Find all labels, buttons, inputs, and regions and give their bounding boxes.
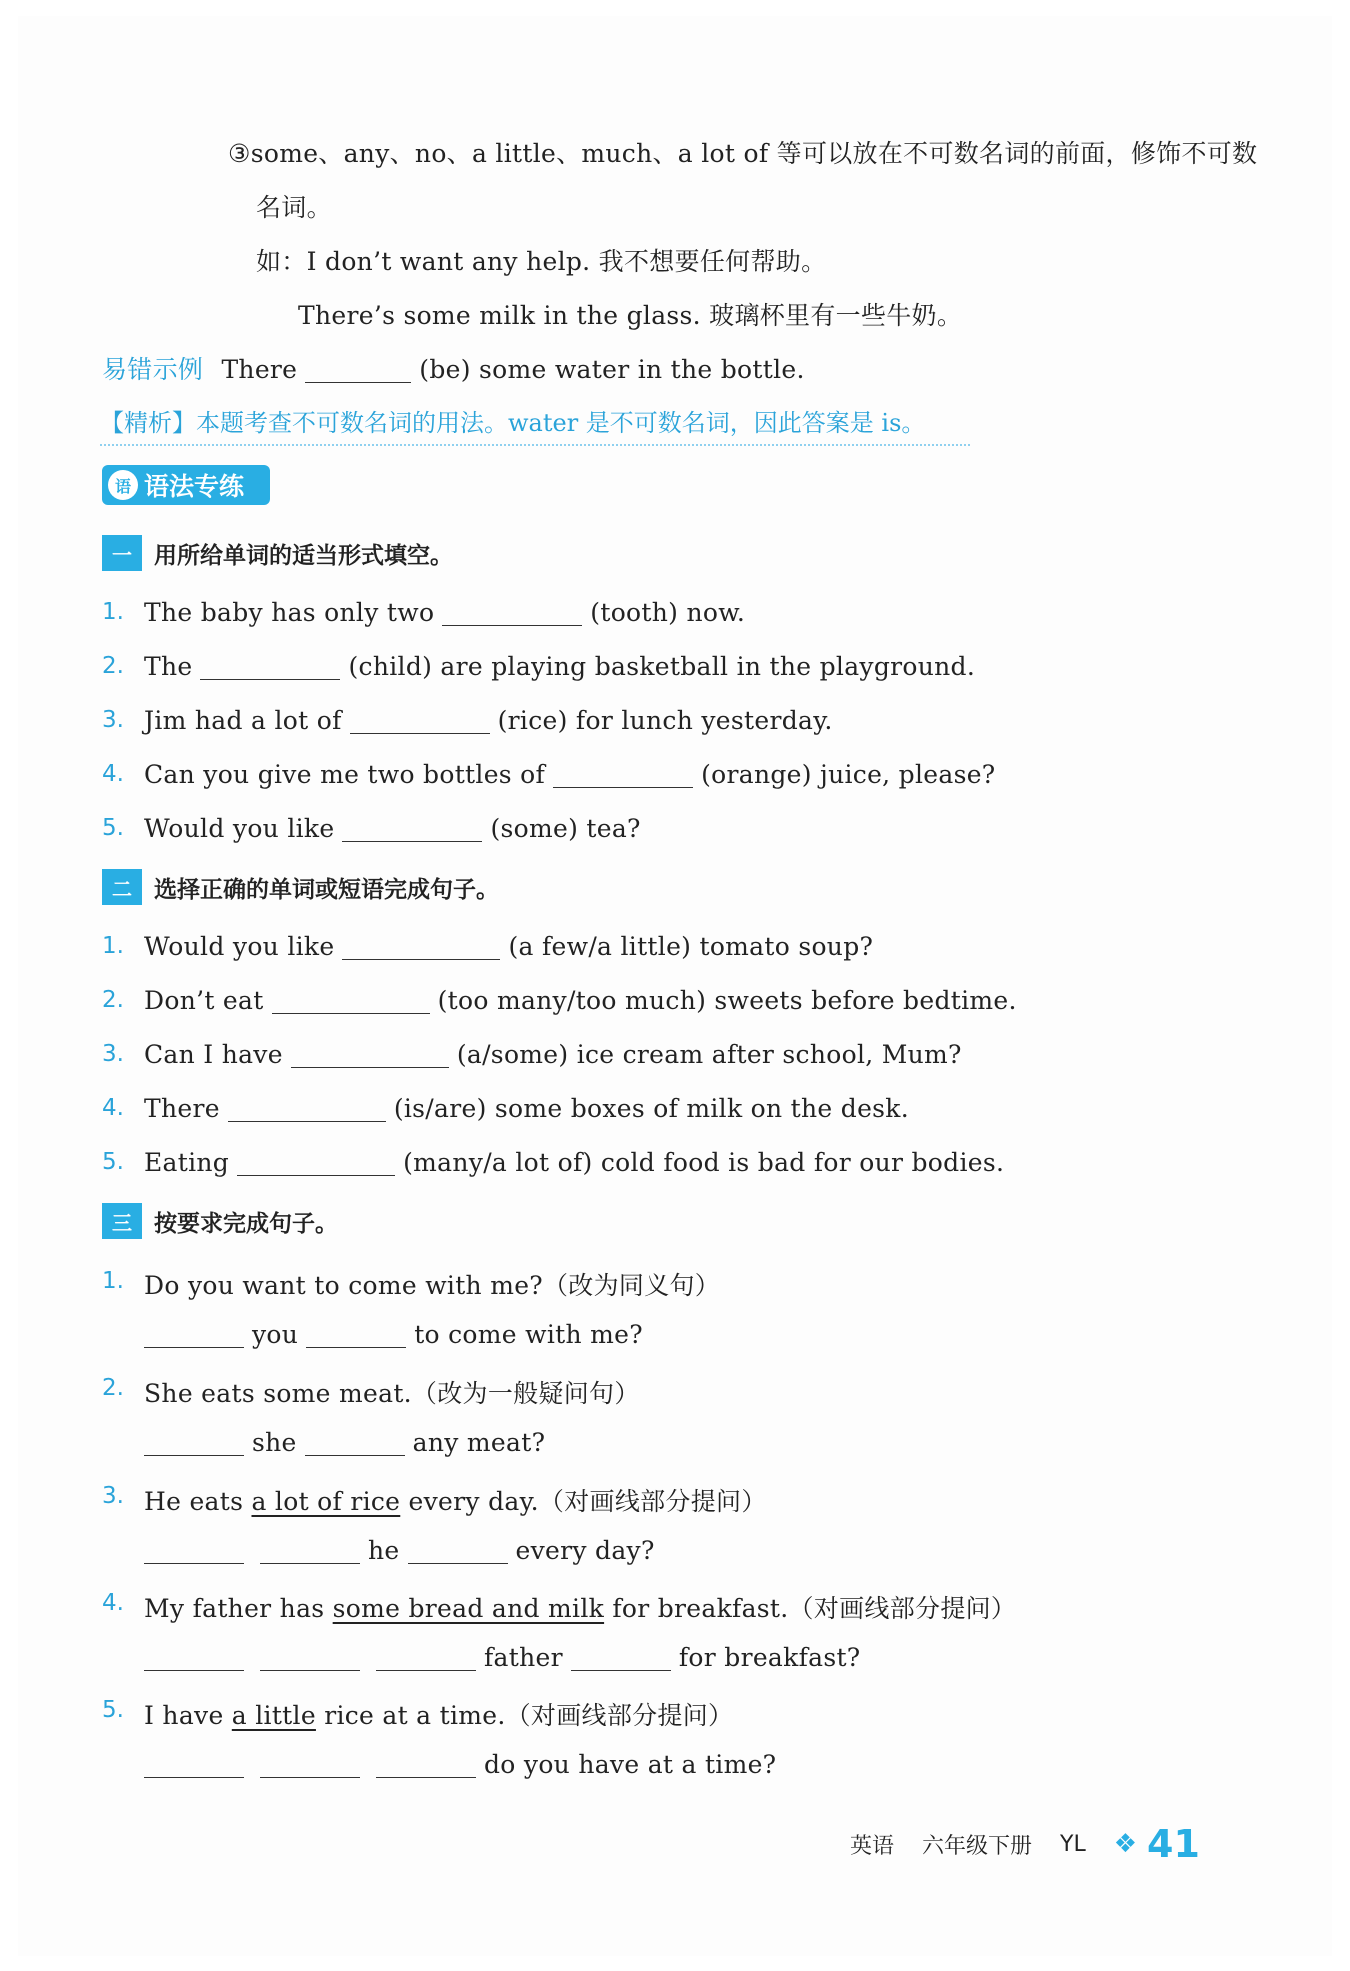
item-number: 4. (102, 1590, 124, 1616)
sentence-post: every day.（对画线部分提问） (408, 1487, 767, 1516)
sentence-post: (tooth) now. (590, 598, 746, 627)
sentence-post: for breakfast.（对画线部分提问） (612, 1594, 1017, 1623)
answer-blank[interactable] (260, 1750, 360, 1777)
s2-item-1 (144, 932, 873, 961)
item-number: 1. (102, 599, 124, 625)
analysis-note: 【精析】本题考查不可数名词的用法。water 是不可数名词，因此答案是 is。 (100, 403, 970, 446)
sentence-pre: My father has (144, 1594, 325, 1623)
sentence-pre: He eats (144, 1487, 244, 1516)
banner-title: 语法专练 (144, 472, 245, 501)
item-number: 1. (102, 933, 124, 959)
section-2-heading (102, 869, 499, 905)
grammar-practice-banner (102, 465, 270, 505)
answer-word: for breakfast? (678, 1643, 861, 1672)
answer-blank[interactable] (260, 1643, 360, 1670)
section-3-heading (102, 1203, 338, 1239)
sentence-post: (rice) for lunch yesterday. (497, 706, 833, 735)
s2-item-5 (144, 1148, 1004, 1177)
answer-blank[interactable] (350, 706, 490, 733)
section-1-marker: 一 (102, 535, 142, 571)
sentence-pre: Would you like (144, 814, 335, 843)
answer-blank[interactable] (305, 1428, 405, 1455)
answer-word: any meat? (412, 1428, 546, 1457)
item-number: 5. (102, 815, 124, 841)
s1-item-1 (144, 598, 745, 627)
sentence-post: (too many/too much) sweets before bedtime. (437, 986, 1017, 1015)
s3-q5-prompt (144, 1696, 733, 1732)
underlined-phrase: some bread and milk (332, 1594, 605, 1623)
error-example-pre: There (221, 355, 298, 384)
answer-word: you (252, 1320, 299, 1349)
s3-q3-answer-line (144, 1536, 655, 1565)
s3-q5-answer-line (144, 1750, 776, 1779)
sentence-post: (a few/a little) tomato soup? (508, 932, 874, 961)
sentence-post: (many/a lot of) cold food is bad for our bodies. (403, 1148, 1005, 1177)
sentence-pre: The baby has only two (144, 598, 435, 627)
section-3-marker: 三 (102, 1203, 142, 1239)
item-number: 3. (102, 1483, 124, 1509)
item-number: 4. (102, 1095, 124, 1121)
s1-item-5 (144, 814, 641, 843)
sentence-post: (orange) juice, please? (701, 760, 996, 789)
s3-q1-answer-line (144, 1320, 643, 1349)
footer-grade: 六年级下册 (922, 1833, 1033, 1859)
answer-word: to come with me? (414, 1320, 643, 1349)
page-number: 41 (1147, 1822, 1200, 1866)
answer-blank[interactable] (144, 1536, 244, 1563)
error-example (102, 350, 805, 386)
answer-blank[interactable] (144, 1428, 244, 1455)
s3-q4-answer-line (144, 1643, 861, 1672)
page-footer (850, 1822, 1200, 1866)
section-3-title: 按要求完成句子。 (154, 1210, 338, 1237)
underlined-phrase: a lot of rice (251, 1487, 401, 1516)
sentence-pre: I have (144, 1701, 224, 1730)
item-number: 2. (102, 987, 124, 1013)
diamond-icon: ❖ (1113, 1829, 1138, 1859)
answer-blank[interactable] (272, 986, 430, 1013)
example-1: 如：I don’t want any help. 我不想要任何帮助。 (256, 247, 827, 276)
answer-blank[interactable] (200, 652, 340, 679)
example-2: There’s some milk in the glass. 玻璃杯里有一些牛奶。 (298, 301, 963, 330)
answer-blank[interactable] (342, 932, 500, 959)
answer-blank[interactable] (144, 1750, 244, 1777)
s1-item-2 (144, 652, 975, 681)
sentence-pre: Don’t eat (144, 986, 264, 1015)
s3-q1-prompt: Do you want to come with me?（改为同义句） (144, 1271, 721, 1300)
item-number: 3. (102, 707, 124, 733)
s3-q2-answer-line (144, 1428, 545, 1457)
answer-blank[interactable] (376, 1643, 476, 1670)
s3-q4-prompt (144, 1589, 1016, 1625)
error-example-post: (be) some water in the bottle. (419, 355, 805, 384)
answer-word: father (484, 1643, 563, 1672)
rule-line-2: 名词。 (256, 193, 332, 222)
footer-subject: 英语 (850, 1833, 895, 1859)
underlined-phrase: a little (231, 1701, 316, 1730)
error-example-label: 易错示例 (102, 355, 204, 384)
item-number: 3. (102, 1041, 124, 1067)
s3-q3-prompt (144, 1482, 767, 1518)
section-1-title: 用所给单词的适当形式填空。 (154, 542, 453, 569)
sentence-pre: Jim had a lot of (144, 706, 342, 735)
s1-item-4 (144, 760, 996, 789)
answer-blank[interactable] (408, 1536, 508, 1563)
sentence-post: (some) tea? (490, 814, 641, 843)
sentence-pre: Would you like (144, 932, 335, 961)
item-number: 5. (102, 1149, 124, 1175)
speech-bubble-icon: 语 (108, 470, 138, 500)
answer-blank[interactable] (553, 760, 693, 787)
answer-word: do you have at a time? (484, 1750, 777, 1779)
footer-edition: YL (1060, 1831, 1086, 1857)
sentence-pre: There (144, 1094, 220, 1123)
answer-word: she (252, 1428, 297, 1457)
sentence-post: (a/some) ice cream after school, Mum? (456, 1040, 962, 1069)
sentence-pre: Eating (144, 1148, 230, 1177)
answer-blank[interactable] (305, 355, 411, 382)
section-2-marker: 二 (102, 869, 142, 905)
answer-blank[interactable] (237, 1148, 395, 1175)
item-number: 2. (102, 1375, 124, 1401)
s2-item-3 (144, 1040, 962, 1069)
answer-blank[interactable] (342, 814, 482, 841)
s2-item-4 (144, 1094, 909, 1123)
answer-blank[interactable] (260, 1536, 360, 1563)
sentence-post: (is/are) some boxes of milk on the desk. (393, 1094, 909, 1123)
answer-blank[interactable] (144, 1643, 244, 1670)
section-2-title: 选择正确的单词或短语完成句子。 (154, 876, 499, 903)
answer-blank[interactable] (291, 1040, 449, 1067)
sentence-pre: The (144, 652, 193, 681)
answer-word: every day? (515, 1536, 655, 1565)
answer-blank[interactable] (228, 1094, 386, 1121)
answer-blank[interactable] (144, 1320, 244, 1347)
answer-blank[interactable] (442, 598, 582, 625)
s3-q2-prompt: She eats some meat.（改为一般疑问句） (144, 1379, 640, 1408)
section-1-heading (102, 535, 453, 571)
rule-line-1: ③some、any、no、a little、much、a lot of 等可以放在不可数名词的前面，修饰不可数 (228, 139, 1258, 168)
answer-blank[interactable] (376, 1750, 476, 1777)
item-number: 5. (102, 1697, 124, 1723)
sentence-post: rice at a time.（对画线部分提问） (324, 1701, 734, 1730)
sentence-pre: Can I have (144, 1040, 283, 1069)
answer-blank[interactable] (306, 1320, 406, 1347)
answer-blank[interactable] (571, 1643, 671, 1670)
sentence-post: (child) are playing basketball in the playground. (348, 652, 976, 681)
sentence-pre: Can you give me two bottles of (144, 760, 546, 789)
s2-item-2 (144, 986, 1017, 1015)
item-number: 1. (102, 1268, 124, 1294)
s1-item-3 (144, 706, 833, 735)
item-number: 2. (102, 653, 124, 679)
answer-word: he (368, 1536, 400, 1565)
item-number: 4. (102, 761, 124, 787)
